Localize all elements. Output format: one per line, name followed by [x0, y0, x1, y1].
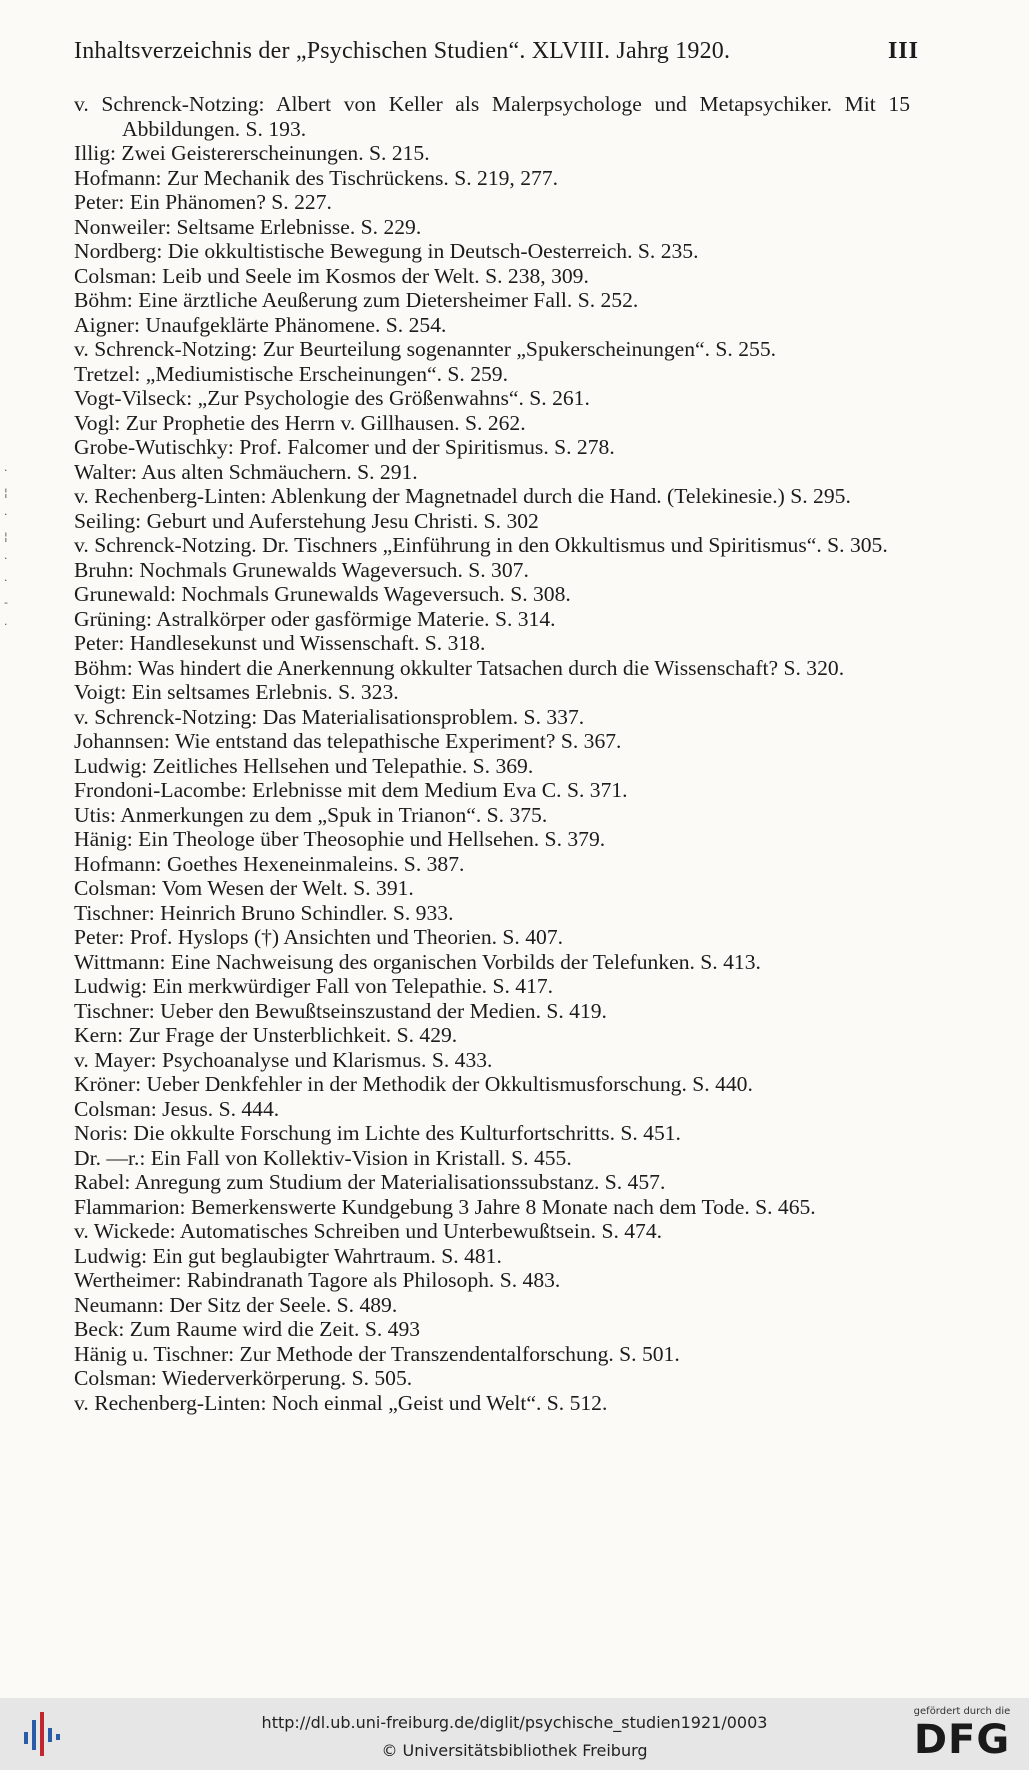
list-item: Peter: Handlesekunst und Wissenschaft. S. 318. — [74, 631, 486, 655]
list-item: Flammarion: Bemerkenswerte Kundgebung 3 Jahre 8 Monate nach dem Tode. S. 465. — [74, 1194, 816, 1219]
list-item: Ludwig: Zeitliches Hellsehen und Telepathie. S. 369. — [74, 753, 534, 778]
list-item: Peter: Prof. Hyslops (†) Ansichten und Theorien. S. 407. — [74, 925, 564, 949]
list-item: Böhm: Eine ärztliche Aeußerung zum Dietersheimer Fall. S. 252. — [74, 288, 639, 312]
list-item: Johannsen: Wie entstand das telepathische Experiment? S. 367. — [74, 729, 622, 753]
list-item: Utis: Anmerkungen zu dem „Spuk in Trianon“. S. 375. — [74, 802, 548, 827]
list-item: Tretzel: „Mediumistische Erscheinungen“. S. 259. — [74, 361, 508, 386]
list-item: Tischner: Heinrich Bruno Schindler. S. 933. — [74, 900, 454, 925]
list-item: Ludwig: Ein merkwürdiger Fall von Telepathie. S. 417. — [74, 974, 554, 998]
list-item: v. Wickede: Automatisches Schreiben und Unterbewußtsein. S. 474. — [74, 1219, 663, 1243]
dfg-tagline: gefördert durch die — [913, 1706, 1011, 1717]
running-header — [74, 38, 919, 65]
list-item: Vogl: Zur Prophetie des Herrn v. Gillhausen. S. 262. — [74, 410, 526, 435]
list-item: v. Schrenck-Notzing: Zur Beurteilung sogenannter „Spukerscheinungen“. S. 255. — [74, 337, 777, 361]
list-item: Hofmann: Goethes Hexeneinmaleins. S. 387. — [74, 851, 465, 876]
list-item: Peter: Ein Phänomen? S. 227. — [74, 190, 332, 214]
viewer-footer — [0, 1698, 1029, 1770]
list-item: Seiling: Geburt und Auferstehung Jesu Christi. S. 302 — [74, 508, 539, 533]
table-of-contents — [74, 92, 910, 1415]
list-item: Colsman: Vom Wesen der Welt. S. 391. — [74, 876, 414, 900]
list-item: Kern: Zur Frage der Unsterblichkeit. S. 429. — [74, 1023, 458, 1047]
list-item: Nordberg: Die okkultistische Bewegung in Deutsch-Oesterreich. S. 235. — [74, 239, 699, 263]
list-item: Colsman: Jesus. S. 444. — [74, 1096, 280, 1121]
copyright-text: © Universitätsbibliothek Freiburg — [381, 1741, 648, 1760]
list-item: v. Schrenck-Notzing: Das Materialisationsproblem. S. 337. — [74, 704, 585, 729]
list-item: Wittmann: Eine Nachweisung des organischen Vorbilds der Telefunken. S. 413. — [74, 949, 761, 974]
list-item: Colsman: Leib und Seele im Kosmos der Welt. S. 238, 309. — [74, 263, 589, 288]
list-item: v. Schrenck-Notzing: Albert von Keller als Malerpsychologe und Metapsychiker. Mit 15 Abbildungen. S. 193. — [74, 92, 910, 141]
list-item: Illig: Zwei Geistererscheinungen. S. 215. — [74, 141, 430, 165]
page-number: III — [887, 38, 919, 64]
list-item: v. Mayer: Psychoanalyse und Klarismus. S. 433. — [74, 1047, 493, 1072]
list-item: Voigt: Ein seltsames Erlebnis. S. 323. — [74, 680, 399, 704]
list-item: Vogt-Vilseck: „Zur Psychologie des Größenwahns“. S. 261. — [74, 386, 590, 410]
dfg-logo-text: DFG — [913, 1717, 1011, 1763]
dfg-logo — [907, 1706, 1017, 1764]
list-item: Grunewald: Nochmals Grunewalds Wageversuch. S. 308. — [74, 582, 571, 606]
list-item: Neumann: Der Sitz der Seele. S. 489. — [74, 1292, 398, 1317]
list-item: Ludwig: Ein gut beglaubigter Wahrtraum. S. 481. — [74, 1243, 502, 1268]
list-item: Dr. —r.: Ein Fall von Kollektiv-Vision in Kristall. S. 455. — [74, 1145, 572, 1170]
list-item: Colsman: Wiederverkörperung. S. 505. — [74, 1366, 413, 1390]
list-item: Hänig u. Tischner: Zur Methode der Transzendentalforschung. S. 501. — [74, 1341, 680, 1366]
list-item: Rabel: Anregung zum Studium der Materialisationssubstanz. S. 457. — [74, 1170, 666, 1194]
list-item: Böhm: Was hindert die Anerkennung okkulter Tatsachen durch die Wissenschaft? S. 320. — [74, 655, 845, 680]
list-item: Beck: Zum Raume wird die Zeit. S. 493 — [74, 1317, 421, 1341]
list-item: Grüning: Astralkörper oder gasförmige Materie. S. 314. — [74, 606, 556, 631]
list-item: v. Rechenberg-Linten: Noch einmal „Geist und Welt“. S. 512. — [74, 1390, 608, 1415]
list-item: Tischner: Ueber den Bewußtseinszustand der Medien. S. 419. — [74, 998, 607, 1023]
list-item: v. Rechenberg-Linten: Ablenkung der Magnetnadel durch die Hand. (Telekinesie.) S. 295. — [74, 484, 851, 508]
list-item: Noris: Die okkulte Forschung im Lichte des Kulturfortschritts. S. 451. — [74, 1121, 681, 1145]
list-item: Frondoni-Lacombe: Erlebnisse mit dem Medium Eva C. S. 371. — [74, 778, 628, 802]
list-item: Grobe-Wutischky: Prof. Falcomer und der Spiritismus. S. 278. — [74, 435, 615, 459]
list-item: v. Schrenck-Notzing. Dr. Tischners „Einführung in den Okkultismus und Spiritismus“. S. 305. — [74, 533, 888, 557]
list-item: Hänig: Ein Theologe über Theosophie und Hellsehen. S. 379. — [74, 827, 606, 851]
list-item: Wertheimer: Rabindranath Tagore als Philosoph. S. 483. — [74, 1268, 561, 1292]
list-item: Nonweiler: Seltsame Erlebnisse. S. 229. — [74, 214, 422, 239]
list-item: Walter: Aus alten Schmäuchern. S. 291. — [74, 459, 418, 484]
list-item: Bruhn: Nochmals Grunewalds Wageversuch. S. 307. — [74, 557, 529, 582]
list-item: Kröner: Ueber Denkfehler in der Methodik der Okkultismusforschung. S. 440. — [74, 1072, 753, 1096]
list-item: Hofmann: Zur Mechanik des Tischrückens. S. 219, 277. — [74, 165, 559, 190]
list-item: Aigner: Unaufgeklärte Phänomene. S. 254. — [74, 312, 447, 337]
margin-marks-icon: · ¦ · ¦ · · - · — [4, 464, 8, 631]
source-url-link[interactable]: http://dl.ub.uni-freiburg.de/diglit/psychische_studien1921/0003 — [261, 1713, 768, 1732]
header-title: Inhaltsverzeichnis der „Psychischen Studien“. XLVIII. Jahrg 1920. — [74, 38, 731, 64]
